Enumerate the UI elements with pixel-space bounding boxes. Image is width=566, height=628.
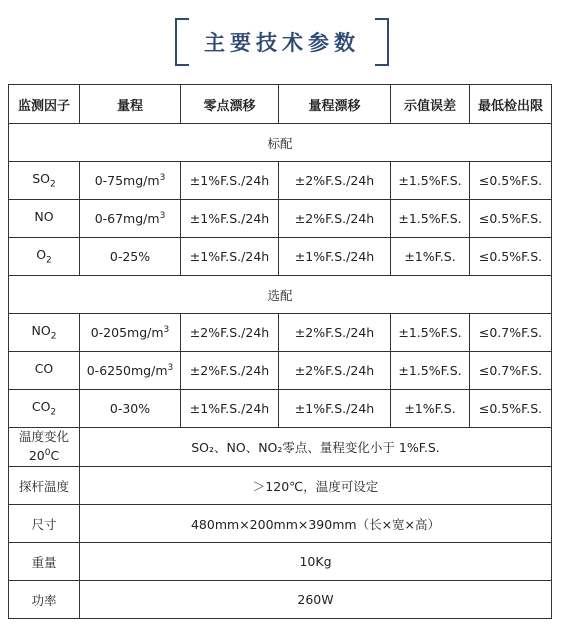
temp-change-row xyxy=(9,428,552,467)
section-label-standard: 标配 xyxy=(9,124,552,162)
range-superscript: 3 xyxy=(163,324,170,335)
table-row xyxy=(9,314,552,352)
temp-change-label xyxy=(9,428,80,467)
span-drift-cell: ±2%F.S./24h xyxy=(279,162,391,200)
range-base: 0-205mg/m xyxy=(90,325,164,341)
header-row xyxy=(9,85,552,124)
temp-change-label-sup: 0 xyxy=(44,448,51,459)
weight-row xyxy=(9,543,552,581)
range-base: 0-30% xyxy=(109,401,151,417)
range-cell xyxy=(80,162,181,200)
span-drift-cell: ±1%F.S./24h xyxy=(279,238,391,276)
weight-label: 重量 xyxy=(9,543,80,581)
detection-limit-cell: ≤0.5%F.S. xyxy=(470,238,552,276)
range-cell xyxy=(80,352,181,390)
table-row xyxy=(9,238,552,276)
probe-temp-value: ＞120℃，温度可设定 xyxy=(80,467,552,505)
power-value: 260W xyxy=(80,581,552,619)
temp-change-label-base: 20 xyxy=(28,448,45,464)
temp-change-value: SO₂、NO、NO₂零点、量程变化小于 1%F.S. xyxy=(80,428,552,467)
range-cell xyxy=(80,238,181,276)
indication-error-cell: ±1.5%F.S. xyxy=(391,314,470,352)
detection-limit-cell: ≤0.7%F.S. xyxy=(470,352,552,390)
range-superscript: 3 xyxy=(167,362,174,373)
factor-base: CO xyxy=(31,399,51,415)
factor-base: O xyxy=(36,247,47,263)
range-base: 0-67mg/m xyxy=(94,211,160,227)
factor-subscript: 2 xyxy=(50,331,57,342)
section-row xyxy=(9,276,552,314)
title-box xyxy=(175,18,389,66)
factor-base: NO xyxy=(34,209,54,225)
header-cell: 示值误差 xyxy=(391,85,470,124)
factor-cell xyxy=(9,162,80,200)
factor-base: SO xyxy=(32,171,51,187)
range-base: 0-6250mg/m xyxy=(86,363,168,379)
factor-base: NO xyxy=(31,323,51,339)
span-drift-cell: ±2%F.S./24h xyxy=(279,352,391,390)
size-label: 尺寸 xyxy=(9,505,80,543)
power-label: 功率 xyxy=(9,581,80,619)
header-cell: 零点漂移 xyxy=(181,85,279,124)
factor-cell xyxy=(9,238,80,276)
header-cell: 监测因子 xyxy=(9,85,80,124)
standard-rows xyxy=(9,162,552,276)
temp-change-label-line1: 温度变化 xyxy=(18,429,69,445)
zero-drift-cell: ±1%F.S./24h xyxy=(181,200,279,238)
span-drift-cell: ±2%F.S./24h xyxy=(279,200,391,238)
table-row xyxy=(9,390,552,428)
range-superscript: 3 xyxy=(159,210,166,221)
detection-limit-cell: ≤0.7%F.S. xyxy=(470,314,552,352)
factor-subscript: 2 xyxy=(50,179,56,190)
factor-cell xyxy=(9,314,80,352)
probe-temp-row xyxy=(9,467,552,505)
header-cell: 量程 xyxy=(80,85,181,124)
zero-drift-cell: ±1%F.S./24h xyxy=(181,162,279,200)
range-cell xyxy=(80,390,181,428)
range-base: 0-25% xyxy=(109,249,151,265)
factor-base: CO xyxy=(34,361,54,377)
header-cell: 最低检出限 xyxy=(470,85,552,124)
detection-limit-cell: ≤0.5%F.S. xyxy=(470,200,552,238)
range-superscript: 3 xyxy=(159,172,166,183)
detection-limit-cell: ≤0.5%F.S. xyxy=(470,390,552,428)
indication-error-cell: ±1.5%F.S. xyxy=(391,162,470,200)
spec-table xyxy=(8,84,552,619)
table-row xyxy=(9,352,552,390)
optional-rows xyxy=(9,314,552,428)
header-cell: 量程漂移 xyxy=(279,85,391,124)
range-base: 0-75mg/m xyxy=(94,173,160,189)
range-cell xyxy=(80,314,181,352)
weight-value: 10Kg xyxy=(80,543,552,581)
zero-drift-cell: ±1%F.S./24h xyxy=(181,390,279,428)
span-drift-cell: ±2%F.S./24h xyxy=(279,314,391,352)
indication-error-cell: ±1%F.S. xyxy=(391,238,470,276)
size-value: 480mm×200mm×390mm（长×宽×高） xyxy=(80,505,552,543)
page-title: 主要技术参数 xyxy=(204,31,360,55)
section-label-optional: 选配 xyxy=(9,276,552,314)
zero-drift-cell: ±1%F.S./24h xyxy=(181,238,279,276)
detection-limit-cell: ≤0.5%F.S. xyxy=(470,162,552,200)
indication-error-cell: ±1.5%F.S. xyxy=(391,352,470,390)
factor-cell xyxy=(9,390,80,428)
range-cell xyxy=(80,200,181,238)
temp-change-label-unit: C xyxy=(50,448,60,464)
factor-subscript: 2 xyxy=(46,255,52,266)
span-drift-cell: ±1%F.S./24h xyxy=(279,390,391,428)
table-row xyxy=(9,162,552,200)
factor-cell xyxy=(9,200,80,238)
size-row xyxy=(9,505,552,543)
probe-temp-label: 探杆温度 xyxy=(9,467,80,505)
indication-error-cell: ±1%F.S. xyxy=(391,390,470,428)
indication-error-cell: ±1.5%F.S. xyxy=(391,200,470,238)
factor-subscript: 2 xyxy=(50,407,57,418)
factor-cell xyxy=(9,352,80,390)
section-row xyxy=(9,124,552,162)
zero-drift-cell: ±2%F.S./24h xyxy=(181,352,279,390)
zero-drift-cell: ±2%F.S./24h xyxy=(181,314,279,352)
table-row xyxy=(9,200,552,238)
power-row xyxy=(9,581,552,619)
